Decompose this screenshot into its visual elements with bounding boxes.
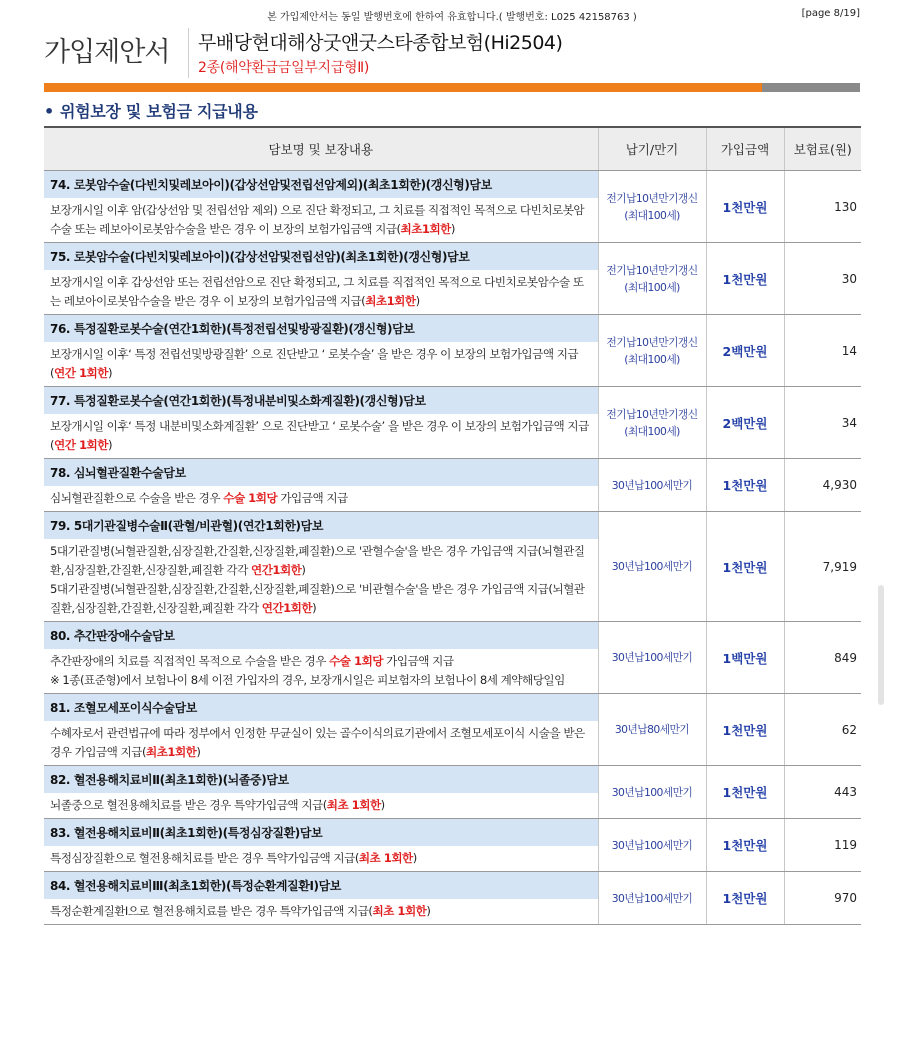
limit-highlight: 수술 1회당: [223, 491, 278, 505]
section-title: [44, 99, 258, 122]
coverage-amount: 1천만원: [706, 766, 784, 819]
description-text: 가입금액 지급: [277, 491, 348, 505]
top-notice: 본 가입제안서는 동일 발행번호에 한하여 유효합니다.( 발행번호: L025 42158763 ): [267, 12, 637, 23]
coverage-title: 74. 로봇암수술(다빈치및레보아이)(갑상선암및전립선암제외)(최초1회한)(갱신형)담보: [44, 171, 598, 199]
coverage-amount: 2백만원: [706, 387, 784, 459]
header-bar-gray: [762, 83, 860, 92]
description-text: 보장개시일 이후 암(갑상선암 및 전립선암 제외) 으로 진단 확정되고, 그 치료를 직접적인 목적으로 다빈치로봇암수술 또는 레보아이로봇암수술을 받은 경우 이 보장의 보험가입금액 지급(: [50, 203, 585, 236]
coverage-amount: 2백만원: [706, 315, 784, 387]
coverage-term: 전기납10년만기갱신(최대100세): [598, 171, 706, 243]
coverage-premium: 970: [784, 872, 861, 925]
coverage-term: 30년납100세만기: [598, 819, 706, 872]
description-text: ): [312, 601, 317, 615]
coverage-premium: 119: [784, 819, 861, 872]
coverage-title: 80. 추간판장애수술담보: [44, 622, 598, 650]
table-row: [44, 387, 861, 415]
coverage-description: [44, 721, 598, 766]
coverage-description: [44, 899, 598, 925]
coverage-term: 전기납10년만기갱신(최대100세): [598, 243, 706, 315]
coverage-description: [44, 342, 598, 387]
coverage-title: 83. 혈전용해치료비Ⅱ(최초1회한)(특정심장질환)담보: [44, 819, 598, 847]
coverage-term: 30년납100세만기: [598, 766, 706, 819]
table-row: [44, 766, 861, 794]
limit-highlight: 최초 1회한: [372, 904, 427, 918]
coverage-amount: 1천만원: [706, 694, 784, 766]
limit-highlight: 연간 1회한: [54, 366, 108, 380]
limit-highlight: 연간1회한: [251, 563, 302, 577]
coverage-premium: 14: [784, 315, 861, 387]
limit-highlight: 최초1회한: [400, 222, 451, 236]
table-row: [44, 243, 861, 271]
coverage-premium: 30: [784, 243, 861, 315]
description-text: ): [426, 904, 431, 918]
coverage-premium: 62: [784, 694, 861, 766]
limit-highlight: 연간 1회한: [54, 438, 108, 452]
coverage-amount: 1백만원: [706, 622, 784, 694]
coverage-title: 84. 혈전용해치료비Ⅲ(최초1회한)(특정순환계질환Ⅰ)담보: [44, 872, 598, 900]
limit-highlight: 수술 1회당: [329, 654, 383, 668]
description-text: 심뇌혈관질환으로 수술을 받은 경우: [50, 491, 224, 505]
description-text: 뇌졸중으로 혈전용해치료를 받은 경우 특약가입금액 지급(: [50, 798, 327, 812]
coverage-term: 전기납10년만기갱신(최대100세): [598, 315, 706, 387]
limit-highlight: 최초 1회한: [358, 851, 413, 865]
description-text: ※ 1종(표준형)에서 보험나이 8세 이전 가입자의 경우, 보장개시일은 피보험자의 보험나이 8세 계약해당일임: [50, 673, 565, 687]
description-text: 가입금액 지급: [383, 654, 454, 668]
limit-highlight: 최초1회한: [365, 294, 416, 308]
coverage-description: [44, 539, 598, 622]
description-text: 추간판장애의 치료를 직접적인 목적으로 수술을 받은 경우: [50, 654, 330, 668]
description-text: ): [415, 294, 420, 308]
coverage-premium: 130: [784, 171, 861, 243]
limit-highlight: 최초 1회한: [326, 798, 381, 812]
table-row: [44, 694, 861, 722]
table-row: [44, 819, 861, 847]
coverage-description: [44, 649, 598, 694]
limit-highlight: 최초1회한: [146, 745, 197, 759]
coverage-amount: 1천만원: [706, 512, 784, 622]
coverage-term: 30년납100세만기: [598, 622, 706, 694]
title-divider: [188, 28, 189, 78]
bullet-icon: •: [44, 102, 54, 121]
coverage-description: [44, 270, 598, 315]
coverage-premium: 4,930: [784, 459, 861, 512]
coverage-table: [44, 126, 861, 925]
header-premium: 보험료(원): [784, 127, 861, 171]
coverage-title: 76. 특정질환로봇수술(연간1회한)(특정전립선및방광질환)(갱신형)담보: [44, 315, 598, 343]
coverage-amount: 1천만원: [706, 872, 784, 925]
description-text: ): [107, 438, 112, 452]
coverage-description: [44, 414, 598, 459]
coverage-amount: 1천만원: [706, 819, 784, 872]
table-body: [44, 171, 861, 925]
coverage-amount: 1천만원: [706, 243, 784, 315]
description-text: ): [380, 798, 385, 812]
coverage-premium: 7,919: [784, 512, 861, 622]
description-text: 보장개시일 이후 갑상선암 또는 전립선암으로 진단 확정되고, 그 치료를 직접적인 목적으로 다빈치로봇암수술 또는 레보아이로봇암수술을 받은 경우 이 보장의 보험가입금액 지급(: [50, 275, 584, 308]
coverage-premium: 443: [784, 766, 861, 819]
coverage-title: 82. 혈전용해치료비Ⅱ(최초1회한)(뇌졸중)담보: [44, 766, 598, 794]
coverage-description: [44, 198, 598, 243]
table-row: [44, 622, 861, 650]
header-amount: 가입금액: [706, 127, 784, 171]
coverage-premium: 34: [784, 387, 861, 459]
description-text: 5대기관질병(뇌혈관질환,심장질환,간질환,신장질환,폐질환)으로 '비관혈수술'을 받은 경우 가입금액 지급(뇌혈관질환,심장질환,간질환,신장질환,폐질환 각각: [50, 582, 585, 615]
coverage-title: 75. 로봇암수술(다빈치및레보아이)(갑상선암및전립선암)(최초1회한)(갱신형)담보: [44, 243, 598, 271]
coverage-term: 전기납10년만기갱신(최대100세): [598, 387, 706, 459]
description-text: ): [107, 366, 112, 380]
coverage-description: [44, 793, 598, 819]
table-row: [44, 459, 861, 487]
table-row: [44, 171, 861, 199]
coverage-term: 30년납100세만기: [598, 512, 706, 622]
description-text: 특정심장질환으로 혈전용해치료를 받은 경우 특약가입금액 지급(: [50, 851, 359, 865]
description-text: ): [412, 851, 417, 865]
header-coverage: 담보명 및 보장내용: [44, 127, 598, 171]
table-row: [44, 315, 861, 343]
table-header-row: [44, 127, 861, 171]
coverage-term: 30년납80세만기: [598, 694, 706, 766]
coverage-amount: 1천만원: [706, 171, 784, 243]
coverage-amount: 1천만원: [706, 459, 784, 512]
coverage-premium: 849: [784, 622, 861, 694]
section-title-text: 위험보장 및 보험금 지급내용: [59, 102, 258, 121]
coverage-title: 81. 조혈모세포이식수술담보: [44, 694, 598, 722]
description-text: 수혜자로서 관련법규에 따라 정부에서 인정한 무균실이 있는 골수이식의료기관에서 조혈모세포이식 시술을 받은 경우 가입금액 지급(: [50, 726, 585, 759]
coverage-description: [44, 486, 598, 512]
header-term: 납기/만기: [598, 127, 706, 171]
coverage-term: 30년납100세만기: [598, 459, 706, 512]
doc-title: 가입제안서: [44, 37, 170, 68]
coverage-title: 79. 5대기관질병수술Ⅱ(관혈/비관혈)(연간1회한)담보: [44, 512, 598, 540]
description-text: 보장개시일 이후‘ 특정 내분비및소화계질환’ 으로 진단받고 ‘ 로봇수술’ 을 받은 경우 이 보장의 보험가입금액 지급(: [50, 419, 589, 452]
scrollbar-thumb[interactable]: [878, 585, 884, 705]
table-row: [44, 872, 861, 900]
product-name: 무배당현대해상굿앤굿스타종합보험(Hi2504): [198, 32, 563, 54]
header-bar-orange: [44, 83, 762, 92]
coverage-title: 78. 심뇌혈관질환수술담보: [44, 459, 598, 487]
description-text: ): [196, 745, 201, 759]
coverage-term: 30년납100세만기: [598, 872, 706, 925]
limit-highlight: 연간1회한: [261, 601, 313, 615]
description-text: 보장개시일 이후‘ 특정 전립선및방광질환’ 으로 진단받고 ‘ 로봇수술’ 을 받은 경우 이 보장의 보험가입금액 지급(: [50, 347, 579, 380]
table-row: [44, 512, 861, 540]
page-number: [page 8/19]: [801, 8, 860, 19]
coverage-description: [44, 846, 598, 872]
product-subtype: 2종(해약환급금일부지급형Ⅱ): [198, 60, 369, 76]
description-text: ): [301, 563, 306, 577]
description-text: ): [450, 222, 455, 236]
description-text: 특정순환계질환Ⅰ으로 혈전용해치료를 받은 경우 특약가입금액 지급(: [50, 904, 373, 918]
description-text: 5대기관질병(뇌혈관질환,심장질환,간질환,신장질환,폐질환)으로 '관혈수술'을 받은 경우 가입금액 지급(뇌혈관질환,심장질환,간질환,신장질환,폐질환 각각: [50, 544, 585, 577]
coverage-title: 77. 특정질환로봇수술(연간1회한)(특정내분비및소화계질환)(갱신형)담보: [44, 387, 598, 415]
